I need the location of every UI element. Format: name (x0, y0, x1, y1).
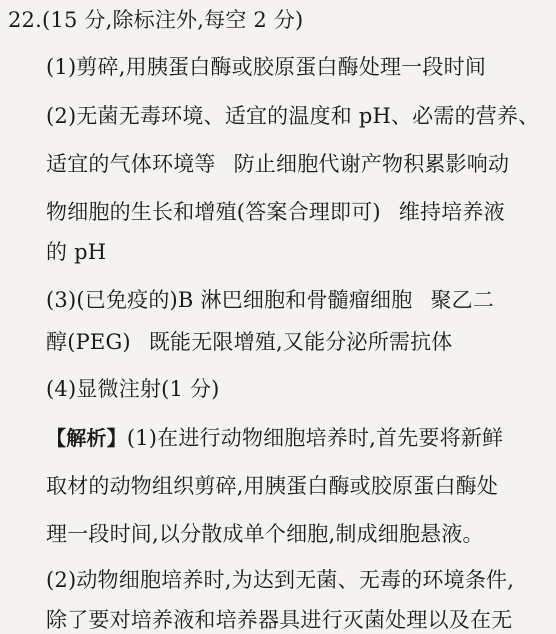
analysis-line-1 (46, 424, 503, 452)
analysis-line-4: (2)动物细胞培养时,为达到无菌、无毒的环境条件, (46, 568, 515, 592)
answer-4: (4)显微注射(1 分) (46, 377, 220, 401)
analysis-line-3: 理一段时间,以分散成单个细胞,制成细胞悬液。 (46, 522, 484, 546)
answer-2-line-3 (46, 198, 505, 226)
answer-3-line-2 (46, 328, 453, 356)
answer-3-line-1-a: (3)(已免疫的)B 淋巴细胞和骨髓瘤细胞 (46, 288, 413, 312)
answer-2-line-3-b: 维持培养液 (398, 200, 505, 224)
answer-3-line-2-b: 既能无限增殖,又能分泌所需抗体 (148, 330, 453, 354)
answer-3-line-2-a: 醇(PEG) (46, 330, 131, 354)
answer-3-line-1-b: 聚乙二 (430, 288, 495, 312)
analysis-line-5: 除了要对培养液和培养器具进行灭菌处理以及在无 (46, 608, 513, 632)
question-header: 22.(15 分,除标注外,每空 2 分) (8, 8, 304, 32)
answer-2-line-4: 的 pH (46, 240, 107, 264)
answer-2-line-2-a: 适宜的气体环境等 (46, 152, 216, 176)
answer-1: (1)剪碎,用胰蛋白酶或胶原蛋白酶处理一段时间 (46, 55, 487, 79)
answer-2-line-1: (2)无菌无毒环境、适宜的温度和 pH、必需的营养、 (46, 104, 540, 128)
answer-2-line-3-a: 物细胞的生长和增殖(答案合理即可) (46, 200, 381, 224)
analysis-line-1-text: (1)在进行动物细胞培养时,首先要将新鲜 (126, 426, 504, 450)
answer-3-line-1 (46, 286, 494, 314)
analysis-tag: 【解析】 (46, 426, 127, 450)
answer-2-line-2 (46, 150, 509, 178)
analysis-line-2: 取材的动物组织剪碎,用胰蛋白酶或胶原蛋白酶处 (46, 474, 499, 498)
answer-2-line-2-b: 防止细胞代谢产物积累影响动 (233, 152, 510, 176)
